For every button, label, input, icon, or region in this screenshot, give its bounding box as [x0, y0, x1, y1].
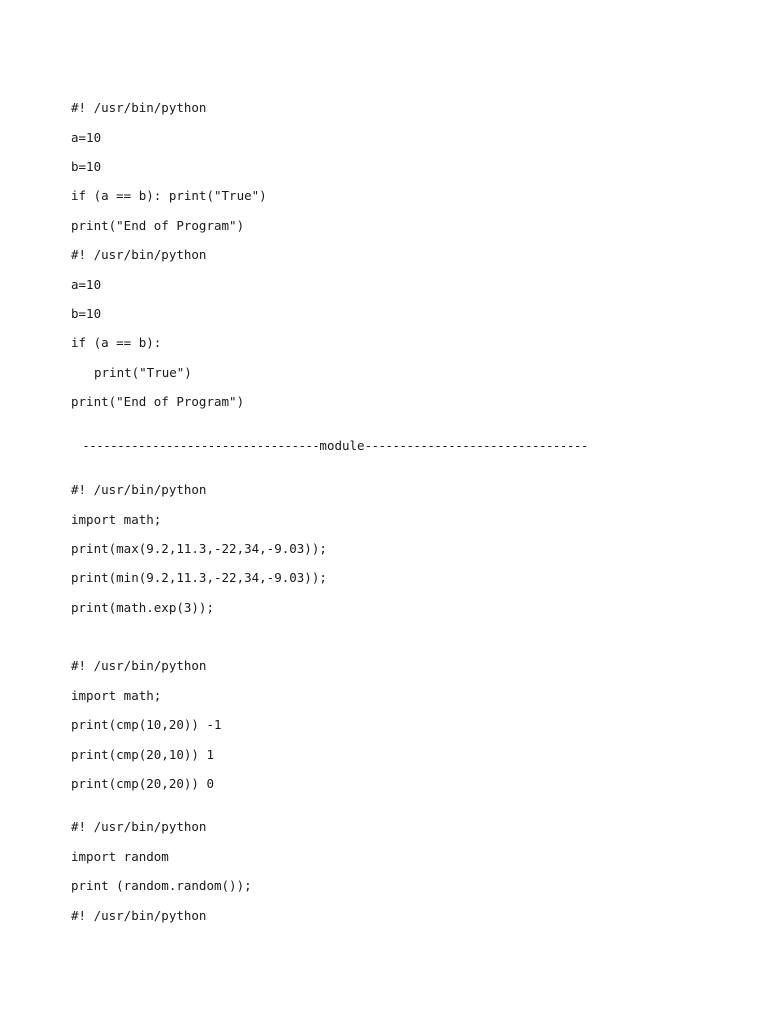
code-line: import math;: [71, 512, 162, 527]
separator-dashes-right: --------------------------------: [364, 438, 588, 453]
code-line: print("End of Program"): [71, 218, 245, 233]
code-line: if (a == b):: [71, 335, 162, 350]
code-line: import random: [71, 849, 169, 864]
code-line: print(max(9.2,11.3,-22,34,-9.03));: [71, 541, 327, 556]
code-line: #! /usr/bin/python: [71, 658, 207, 673]
code-line: print (random.random());: [71, 878, 252, 893]
code-line: b=10: [71, 159, 102, 174]
code-line: #! /usr/bin/python: [71, 100, 207, 115]
code-line: #! /usr/bin/python: [71, 908, 207, 923]
code-line: a=10: [71, 277, 102, 292]
code-line: #! /usr/bin/python: [71, 482, 207, 497]
code-line: print(cmp(10,20)) -1: [71, 717, 222, 732]
code-line: #! /usr/bin/python: [71, 819, 207, 834]
separator-dashes-left: ----------------------------------: [82, 438, 320, 453]
code-line: import math;: [71, 688, 162, 703]
code-line: #! /usr/bin/python: [71, 247, 207, 262]
code-line-indented: print("True"): [94, 365, 192, 380]
module-separator: [71, 438, 613, 454]
code-line: print("End of Program"): [71, 394, 245, 409]
separator-label: module: [319, 438, 365, 453]
code-line: print(min(9.2,11.3,-22,34,-9.03));: [71, 570, 327, 585]
code-line: print(math.exp(3));: [71, 600, 214, 615]
code-line: print(cmp(20,10)) 1: [71, 747, 214, 762]
code-line: a=10: [71, 130, 102, 145]
code-line: b=10: [71, 306, 102, 321]
code-line: if (a == b): print("True"): [71, 188, 267, 203]
code-line: print(cmp(20,20)) 0: [71, 776, 214, 791]
